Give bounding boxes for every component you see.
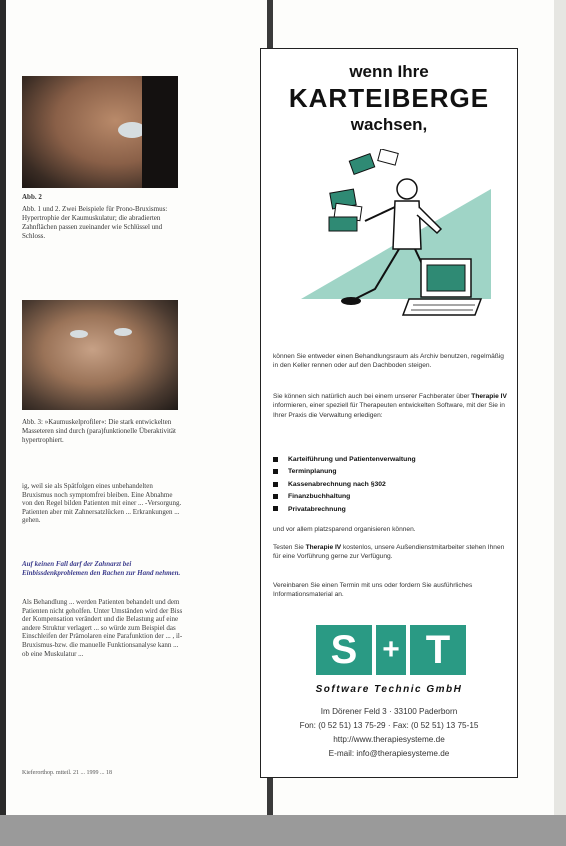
feature-list	[273, 454, 509, 516]
ad-paragraph-3: und vor allem platzsparend organisieren können.	[273, 526, 416, 533]
flying-file-icon	[349, 154, 374, 175]
man-body	[393, 201, 421, 249]
patient-photo-1	[22, 76, 178, 188]
company-website-link[interactable]: http://www.therapiesysteme.de	[333, 735, 445, 744]
feature-item: Finanzbuchhaltung	[273, 491, 509, 503]
ad-headline-line3: wachsen,	[350, 115, 428, 134]
shoe	[341, 297, 361, 305]
page-edge	[554, 0, 566, 815]
body-paragraph-2: Als Behandlung ... werden Patienten behandelt und dem Patienten nicht geholfen. Unter Umständen wird der Biss der Kompensation verändert und die Belastung auf eine andere Struktur verlagert ... so würde zum Beispiel das Einschleifen der Prämolaren eine Parafunktion der ... , il-Bruxismus-bzw. die manuelle Funktionsanalyse kann ... ob eine Muskulatur ...	[22, 598, 183, 658]
ad-paragraph-5: Vereinbaren Sie einen Termin mit uns oder fordern Sie ausführliches Informationsmaterial an.	[273, 582, 473, 599]
feature-item: Privatabrechnung	[273, 504, 509, 516]
patient-photo-2	[22, 300, 178, 410]
company-address: Im Dörener Feld 3 · 33100 Paderborn	[320, 707, 458, 716]
section-subheading: Auf keinen Fall darf der Zahnarzt bei Einbissdenkproblemen den Rachen zur Hand nehmen.	[22, 560, 181, 577]
software-advertisement	[260, 48, 518, 778]
company-logo	[316, 625, 466, 675]
ad-headline-line1: wenn Ihre	[349, 62, 429, 81]
file-stack-icon	[329, 217, 357, 231]
keyboard-icon	[403, 299, 481, 315]
photo-shadow	[142, 76, 178, 188]
ad-paragraph-2: Sie können sich natürlich auch bei einem unserer Fachberater über Therapie IV informieren, einer speziell für Therapeuten entwickelten Software, mit der Sie in Ihrer Praxis die Verwaltung erledigen:	[273, 393, 507, 419]
flying-file-icon	[378, 149, 398, 165]
feature-item: Terminplanung	[273, 466, 509, 478]
logo-s: S	[316, 625, 372, 675]
figure-caption-1: Abb. 1 und 2. Zwei Beispiele für Prono-Bruxismus: Hypertrophie der Kaumuskulatur; die abradierten Zahnflächen passen zueinander wie Schlüssel und Schloss.	[22, 205, 168, 240]
figure-caption-2: Abb. 3: »Kaumuskelprofiler«: Die stark entwickelten Masseteren sind durch (para)funktionelle Überaktivität hypertrophiert.	[22, 418, 176, 444]
man-arm	[365, 207, 395, 221]
body-paragraph-1: ig, weil sie als Spätfolgen eines unbehandelten Bruxismus noch symptomfrei bleiben. Eine Abnahme von den Regel bilden Patienten mit einer ... -Versorgung. Patienten aber mit Zahnersatzlücken ... Erkrankungen ... gehen.	[22, 482, 182, 525]
feature-item: Kassenabrechnung nach §302	[273, 479, 509, 491]
monitor-screen	[427, 265, 465, 291]
scan-bottom-border	[0, 815, 566, 846]
ad-headline-line2: KARTEIBERGE	[288, 83, 490, 113]
eye-left	[70, 330, 88, 338]
eye-right	[114, 328, 132, 336]
logo-plus: +	[376, 625, 406, 675]
running-man-with-files-illustration	[291, 149, 497, 329]
logo-t: T	[410, 625, 466, 675]
man-head	[397, 179, 417, 199]
ad-paragraph-1: können Sie entweder einen Behandlungsraum als Archiv benutzen, regelmäßig in den Keller rennen oder auf den Dachboden steigen.	[273, 353, 504, 370]
company-name: Software Technic GmbH	[315, 684, 463, 695]
company-email-link[interactable]: E-mail: info@therapiesysteme.de	[328, 749, 450, 758]
figure-label: Abb. 2	[22, 193, 42, 201]
feature-item: Karteiführung und Patientenverwaltung	[273, 454, 509, 466]
ad-paragraph-4: Testen Sie Therapie IV kostenlos, unsere Außendienstmitarbeiter stehen Ihnen für eine Vorführung gerne zur Verfügung.	[273, 544, 505, 561]
product-name: Therapie IV	[305, 544, 342, 551]
page-folio: Kieferorthop. mtteil. 21 ... 1999 ... 18	[22, 770, 112, 776]
product-name: Therapie IV	[471, 393, 507, 400]
company-phone-fax: Fon: (0 52 51) 13 75-29 · Fax: (0 52 51) 13 75-15	[299, 721, 479, 730]
